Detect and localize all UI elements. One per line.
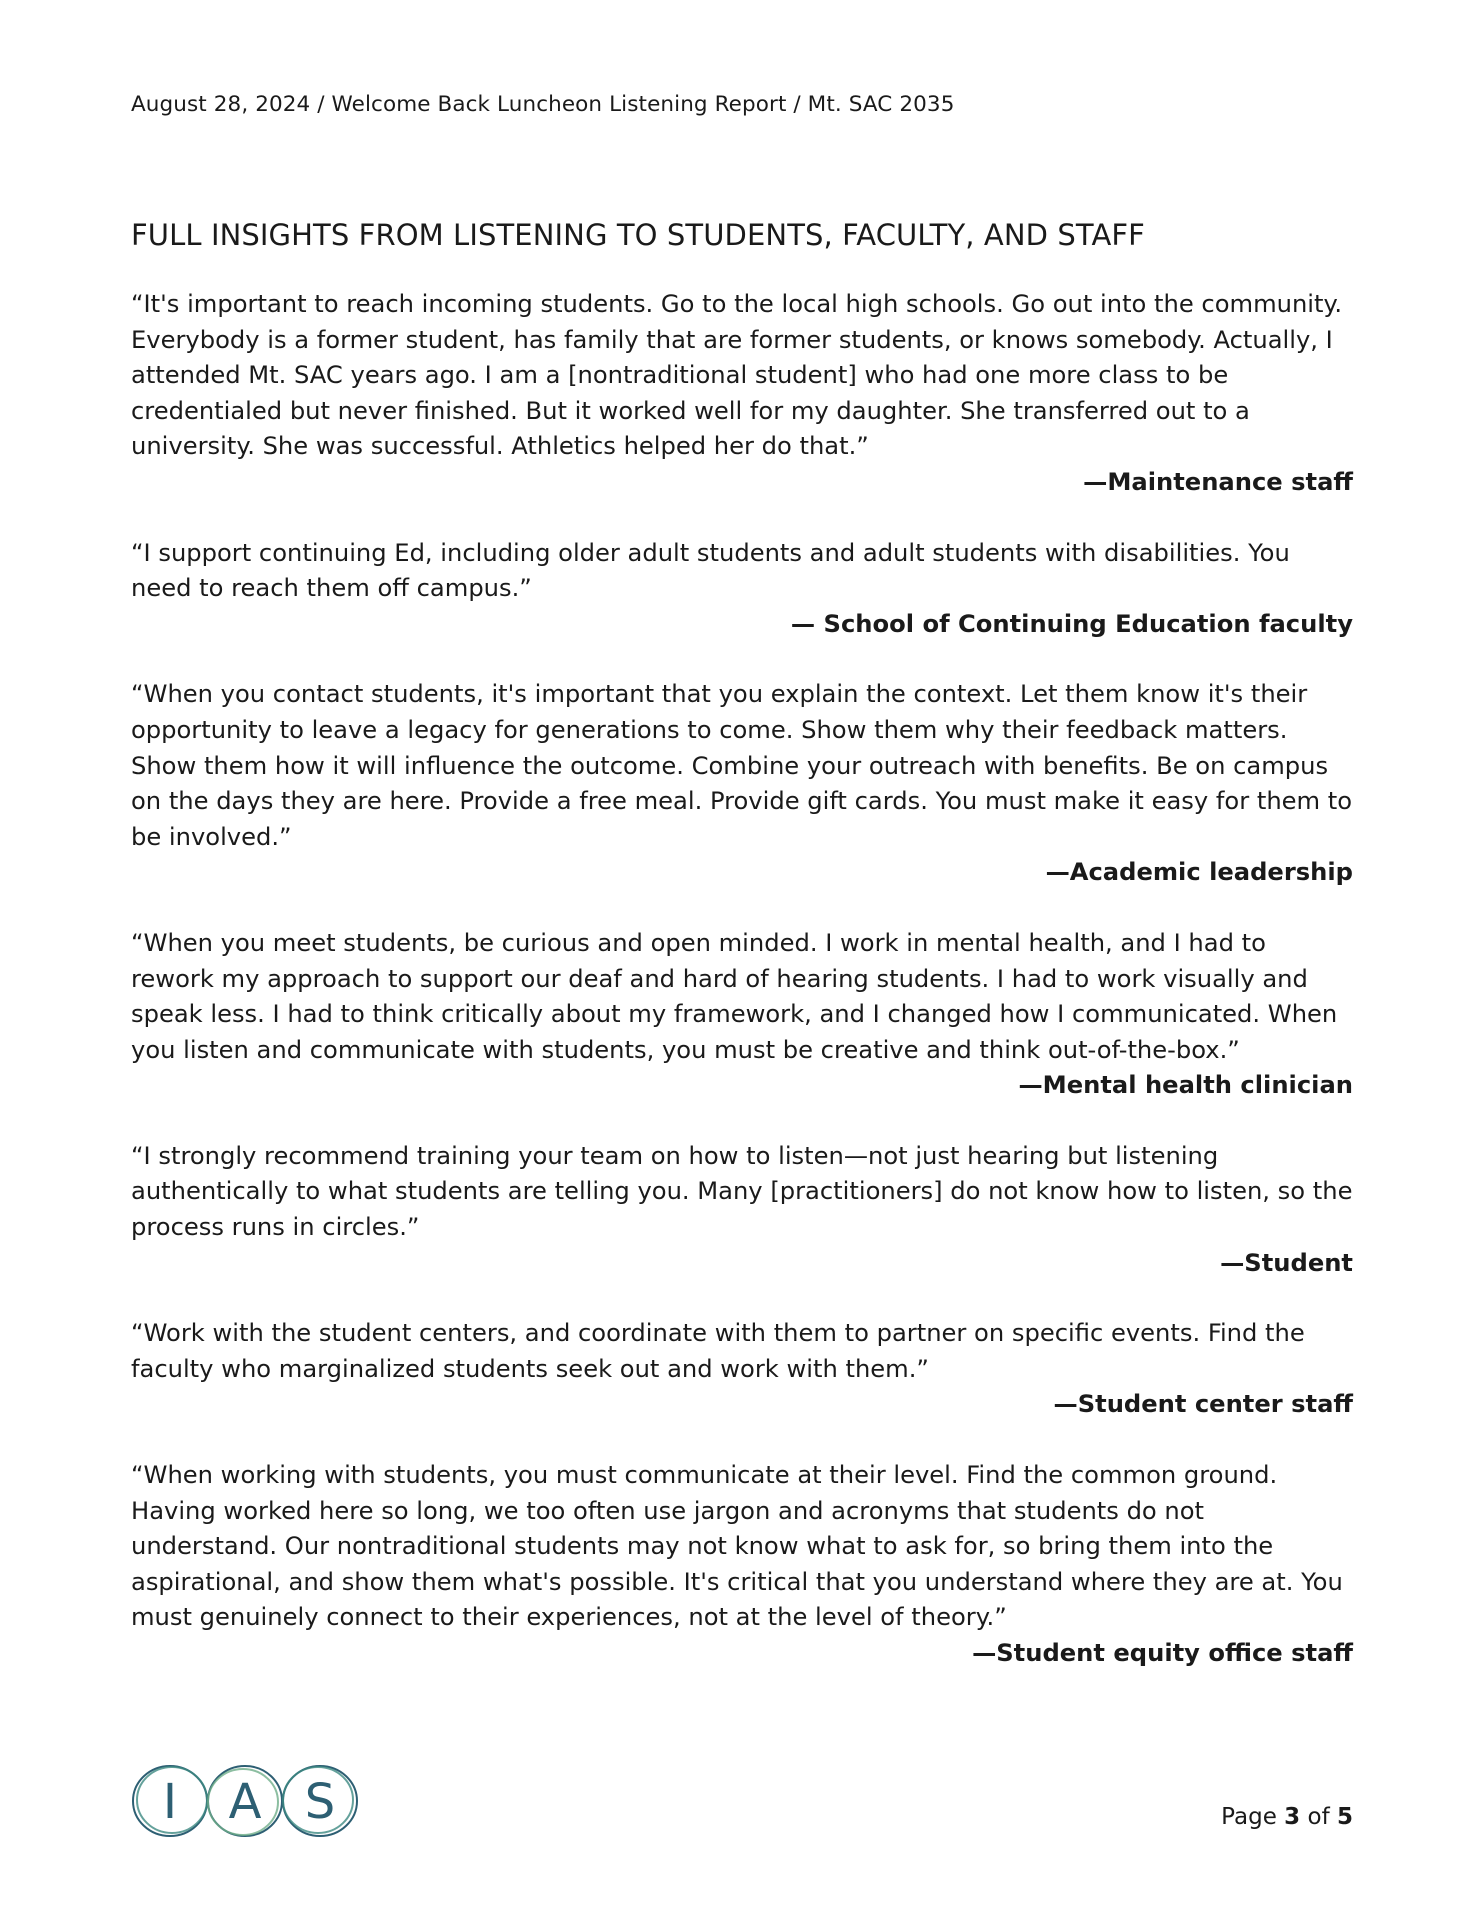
section-title: FULL INSIGHTS FROM LISTENING TO STUDENTS, FACULTY, AND STAFF bbox=[131, 218, 1145, 252]
page-current: 3 bbox=[1284, 1804, 1301, 1830]
quote-block bbox=[131, 677, 1353, 891]
logo-letter-i: I bbox=[162, 1774, 178, 1830]
logo-letter-s: S bbox=[304, 1774, 336, 1830]
quote-attribution: —Maintenance staff bbox=[1083, 467, 1353, 496]
quote-block bbox=[131, 1139, 1353, 1281]
quote-block bbox=[131, 1316, 1353, 1423]
quote-text: “I strongly recommend training your team on how to listen—not just hearing but listening authentically to what students are telling you. Many [practitioners] do not know how to listen, so the process runs in circles.” bbox=[131, 1141, 1353, 1242]
quotes-list bbox=[131, 287, 1353, 1707]
quote-attribution: —Mental health clinician bbox=[1018, 1071, 1353, 1100]
page-number bbox=[1221, 1804, 1353, 1830]
quote-attribution: —Academic leadership bbox=[1045, 858, 1353, 887]
quote-text: “When working with students, you must communicate at their level. Find the common ground. Having worked here so long, we too often use jargon and acronyms that students do not understand. Our nontraditional students may not know what to ask for, so bring them into the aspirational, and show them what's possible. It's critical that you understand where they are at. You must genuinely connect to their experiences, not at the level of theory.” bbox=[131, 1461, 1343, 1632]
page-of: of bbox=[1307, 1804, 1330, 1830]
ias-logo-icon bbox=[130, 1762, 360, 1840]
quote-attribution: —Student bbox=[1220, 1248, 1353, 1277]
quote-attribution: —Student equity office staff bbox=[972, 1639, 1353, 1667]
quote-text: “I support continuing Ed, including older adult students and adult students with disabilities. You need to reach them off campus.” bbox=[131, 538, 1290, 603]
page-total: 5 bbox=[1336, 1804, 1353, 1830]
quote-text: “When you contact students, it's important that you explain the context. Let them know it's their opportunity to leave a legacy for generations to come. Show them why their feedback matters. Show them how it will influence the outcome. Combine your outreach with benefits. Be on campus on the days they are here. Provide a free meal. Provide gift cards. You must make it easy for them to be involved.” bbox=[131, 680, 1353, 851]
document-header: August 28, 2024 / Welcome Back Luncheon Listening Report / Mt. SAC 2035 bbox=[131, 92, 955, 117]
quote-block bbox=[131, 287, 1353, 501]
quote-attribution: —Student center staff bbox=[1053, 1390, 1353, 1419]
quote-block bbox=[131, 1458, 1353, 1672]
quote-attribution: — School of Continuing Education faculty bbox=[790, 609, 1353, 638]
page-prefix: Page bbox=[1221, 1804, 1277, 1830]
logo-letter-a: A bbox=[228, 1774, 262, 1830]
quote-text: “When you meet students, be curious and open minded. I work in mental health, and I had to rework my approach to support our deaf and hard of hearing students. I had to work visually and speak less. I had to think critically about my framework, and I changed how I communicated. When you listen and communicate with students, you must be creative and think out-of-the-box.” bbox=[131, 928, 1338, 1064]
quote-block bbox=[131, 926, 1353, 1104]
quote-text: “It's important to reach incoming students. Go to the local high schools. Go out into the community. Everybody is a former student, has family that are former students, or knows somebody. Actually, I attended Mt. SAC years ago. I am a [nontraditional student] who had one more class to be credentialed but never finished. But it worked well for my daughter. She transferred out to a university. She was successful. Athletics helped her do that.” bbox=[131, 290, 1343, 461]
quote-text: “Work with the student centers, and coordinate with them to partner on specific events. Find the faculty who marginalized students seek out and work with them.” bbox=[131, 1319, 1305, 1383]
quote-block bbox=[131, 536, 1353, 643]
